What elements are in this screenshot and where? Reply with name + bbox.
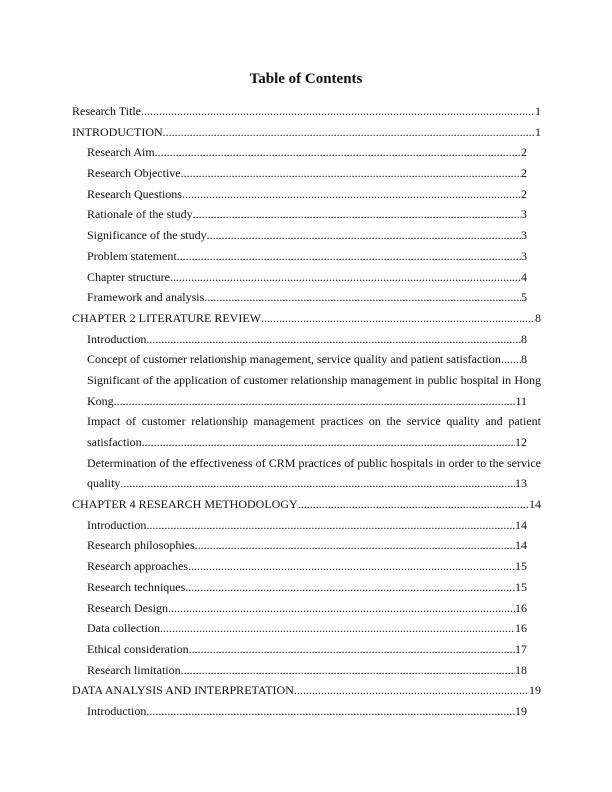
toc-entry[interactable] [72, 432, 527, 453]
toc-page-number: 8 [521, 331, 527, 346]
toc-entry-title: Research Objective [87, 166, 181, 181]
dot-leader [195, 535, 515, 556]
dot-leader [182, 184, 521, 205]
toc-entry-title: Research techniques [87, 579, 186, 594]
dot-leader [160, 618, 515, 639]
toc-entry-title: CHAPTER 2 LITERATURE REVIEW [72, 310, 261, 325]
toc-entry[interactable] [72, 556, 527, 577]
toc-entry[interactable] [72, 473, 527, 494]
toc-entry[interactable] [72, 246, 527, 267]
toc-entry[interactable] [72, 391, 527, 412]
toc-entry-title: Ethical consideration [87, 641, 189, 656]
toc-page-number: 18 [515, 662, 527, 677]
toc-entry-line[interactable]: Determination of the effectiveness of CRM practices of public hospitals in order to the service [87, 455, 541, 470]
toc-entry[interactable] [72, 225, 527, 246]
toc-page-number: 12 [515, 435, 527, 449]
dot-leader [146, 329, 521, 350]
dot-leader [141, 101, 535, 122]
toc-entry[interactable] [72, 349, 527, 370]
toc-entry[interactable] [72, 701, 527, 722]
dot-leader [181, 163, 521, 184]
dot-leader [189, 639, 515, 660]
dot-leader [120, 473, 515, 494]
toc-entry[interactable] [72, 618, 527, 639]
toc-page-number: 1 [535, 124, 541, 139]
toc-entry-title: Research limitation [87, 662, 181, 677]
dot-leader [298, 494, 529, 515]
toc-entry[interactable] [72, 535, 527, 556]
toc-entry[interactable] [72, 598, 527, 619]
toc-entry-title: Research Aim [87, 145, 155, 160]
toc-entry-title: Research Questions [87, 186, 182, 201]
toc-entry[interactable] [72, 142, 527, 163]
toc-page-number: 14 [515, 538, 527, 553]
toc-entry-line[interactable]: Significant of the application of customer relationship management in public hospital in Hong [87, 372, 541, 387]
toc-entry-title: Kong [87, 393, 114, 408]
dot-leader [155, 142, 521, 163]
toc-page-number: 5 [521, 290, 527, 305]
dot-leader [188, 556, 515, 577]
toc-entry[interactable] [72, 680, 541, 701]
dot-leader [185, 577, 515, 598]
toc-entry-title: Problem statement [87, 248, 177, 263]
toc-entry[interactable] [72, 308, 541, 329]
dot-leader [168, 598, 515, 619]
toc-page-number: 4 [521, 269, 527, 284]
toc-entry-title: Data collection [87, 621, 160, 636]
toc-entry[interactable] [72, 639, 527, 660]
dot-leader [181, 660, 515, 681]
dot-leader [170, 267, 521, 288]
toc-page-number: 19 [529, 683, 541, 698]
toc-page-number: 16 [515, 600, 527, 615]
toc-page-number: 17 [515, 641, 527, 656]
toc-page-number: 3 [521, 228, 527, 243]
toc-entry-title: Introduction [87, 517, 147, 532]
toc-entry-title: Research Design [87, 600, 168, 615]
toc-page-number: 11 [515, 393, 527, 408]
dot-leader [142, 432, 515, 453]
toc-page-number: 2 [521, 166, 527, 181]
toc-page-number: 15 [515, 579, 527, 594]
toc-entry[interactable] [72, 494, 541, 515]
dot-leader [193, 204, 521, 225]
toc-entry[interactable] [72, 287, 527, 308]
toc-entry[interactable] [72, 101, 541, 122]
dot-leader [163, 122, 535, 143]
toc-entry[interactable] [72, 122, 541, 143]
toc-entry-title: Introduction [87, 331, 147, 346]
toc-entry[interactable] [72, 577, 527, 598]
toc-page-number: 3 [521, 207, 527, 222]
toc-entry-title: Research Title [72, 104, 141, 118]
toc-entry-title: Rationale of the study [87, 207, 193, 222]
toc-entry-title: Research approaches [87, 559, 188, 574]
toc-entry-title: Chapter structure [87, 269, 170, 284]
toc-entry-title: INTRODUCTION [72, 124, 163, 139]
toc-entry-title: CHAPTER 4 RESEARCH METHODOLOGY [72, 497, 298, 512]
dot-leader [294, 680, 529, 701]
dot-leader [146, 515, 515, 536]
toc-entry[interactable] [72, 329, 527, 350]
toc-page-number: 2 [521, 145, 527, 160]
toc-entry[interactable] [72, 267, 527, 288]
toc-page-number: 13 [515, 476, 527, 491]
toc-page-number: 1 [535, 104, 541, 118]
dot-leader [207, 225, 521, 246]
toc-page-number: 15 [515, 559, 527, 574]
toc-entry-title: Introduction [87, 703, 147, 718]
toc-entry-title: Research philosophies [87, 538, 195, 553]
toc-entry-title: Framework and analysis [87, 290, 205, 305]
table-of-contents [72, 101, 541, 722]
dot-leader [146, 701, 515, 722]
toc-entry-title: Significance of the study [87, 228, 207, 243]
toc-entry[interactable] [72, 184, 527, 205]
page-title: Table of Contents [249, 71, 363, 87]
dot-leader [501, 349, 521, 370]
toc-page-number: 19 [515, 703, 527, 718]
toc-entry-title: quality [87, 476, 121, 491]
toc-entry-title: satisfaction [87, 435, 142, 449]
toc-entry-title: Concept of customer relationship management, service quality and patient satisfaction [87, 352, 501, 367]
toc-page-number: 14 [529, 497, 541, 512]
dot-leader [114, 391, 516, 412]
toc-page-number: 8 [535, 310, 541, 325]
dot-leader [261, 308, 535, 329]
toc-page-number: 16 [515, 621, 527, 636]
toc-entry[interactable] [72, 163, 527, 184]
toc-entry-line[interactable]: Impact of customer relationship management practices on the service quality and patient [87, 414, 541, 429]
toc-page-number: 14 [515, 517, 527, 532]
dot-leader [204, 287, 521, 308]
toc-page-number: 8 [521, 352, 527, 367]
toc-entry-title: DATA ANALYSIS AND INTERPRETATION [72, 683, 294, 698]
toc-page-number: 2 [521, 186, 527, 201]
toc-page-number: 3 [521, 248, 527, 263]
dot-leader [177, 246, 521, 267]
toc-entry[interactable] [72, 515, 527, 536]
toc-entry[interactable] [72, 204, 527, 225]
toc-entry[interactable] [72, 660, 527, 681]
